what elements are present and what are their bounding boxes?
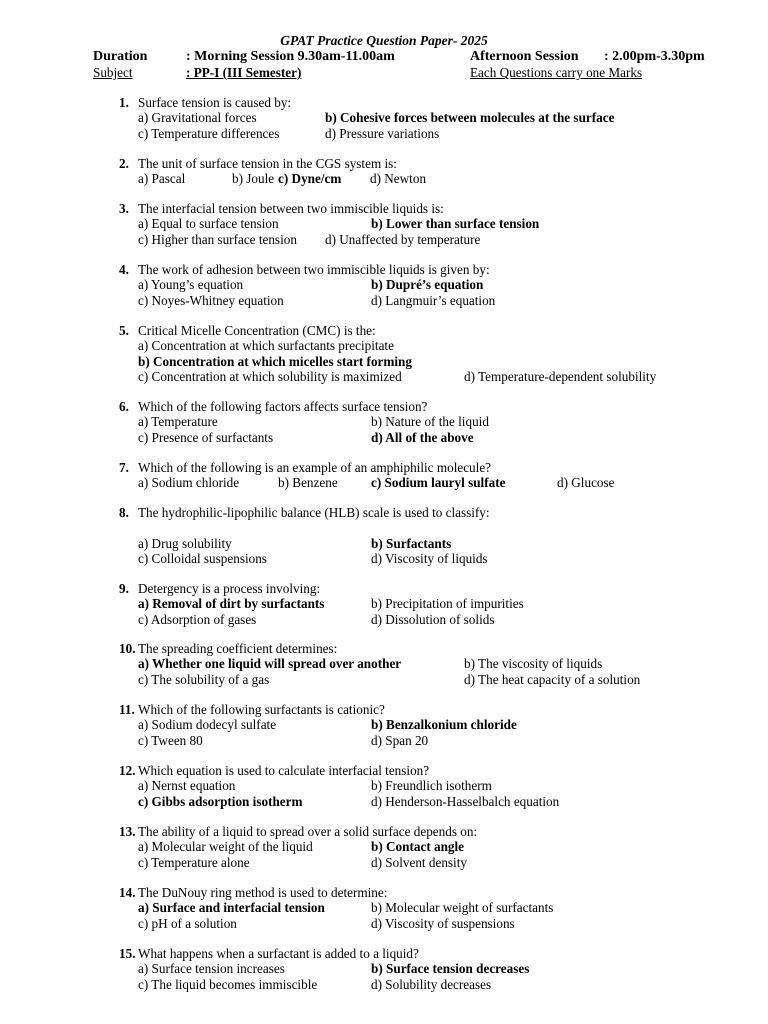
option-d: d) Pressure variations — [325, 125, 440, 141]
option-a: a) Whether one liquid will spread over another — [138, 656, 402, 672]
question-text: The spreading coefficient determines: — [138, 641, 338, 656]
option-a: a) Temperature — [138, 414, 218, 430]
option-a: a) Surface tension increases — [138, 961, 285, 977]
option-b: b) Precipitation of impurities — [371, 596, 524, 612]
question-13 — [119, 824, 719, 870]
option-a: a) Gravitational forces — [138, 110, 257, 126]
question-text: The work of adhesion between two immiscible liquids is given by: — [138, 262, 490, 277]
question-text: Critical Micelle Concentration (CMC) is the: — [138, 323, 376, 338]
question-number: 4. — [119, 262, 129, 277]
question-number: 1. — [119, 95, 129, 110]
question-text: Which of the following surfactants is cationic? — [138, 702, 385, 717]
question-11 — [119, 702, 719, 748]
option-c: c) Presence of surfactants — [138, 429, 274, 445]
question-number: 2. — [119, 156, 129, 171]
option-d: d) The heat capacity of a solution — [464, 671, 641, 687]
question-number: 5. — [119, 323, 129, 338]
option-b: b) Contact angle — [371, 839, 465, 855]
question-number: 3. — [119, 201, 129, 216]
question-number: 11. — [119, 702, 135, 717]
option-b: b) Cohesive forces between molecules at the surface — [325, 110, 615, 126]
option-c: c) The liquid becomes immiscible — [138, 976, 318, 992]
option-a: a) Surface and interfacial tension — [138, 900, 325, 916]
page-title: GPAT Practice Question Paper- 2025 — [280, 33, 488, 48]
option-a: a) Nernst equation — [138, 778, 236, 794]
question-15 — [119, 946, 719, 992]
option-b: b) Dupré’s equation — [371, 277, 484, 293]
question-text: Detergency is a process involving: — [138, 581, 321, 596]
option-c: c) Colloidal suspensions — [138, 550, 267, 566]
duration-value: : Morning Session 9.30am-11.00am — [186, 49, 395, 64]
option-d: d) Solubility decreases — [371, 976, 492, 992]
option-b: b) Benzene — [278, 475, 338, 491]
afternoon-session-value: : 2.00pm-3.30pm — [604, 49, 705, 64]
option-c: c) Tween 80 — [138, 732, 203, 748]
option-c: c) Higher than surface tension — [138, 231, 297, 247]
question-6 — [119, 399, 719, 445]
option-d: d) Temperature-dependent solubility — [464, 368, 657, 384]
option-c: c) Dyne/cm — [278, 171, 342, 187]
question-text: The unit of surface tension in the CGS system is: — [138, 156, 397, 171]
option-a: a) Pascal — [138, 171, 186, 187]
question-4 — [119, 262, 719, 308]
option-a: a) Removal of dirt by surfactants — [138, 596, 325, 612]
option-b: b) Molecular weight of surfactants — [371, 900, 554, 916]
subject-label: Subject — [93, 65, 133, 80]
question-text: Which equation is used to calculate interfacial tension? — [138, 763, 430, 778]
question-12 — [119, 763, 719, 809]
question-text: What happens when a surfactant is added to a liquid? — [138, 946, 419, 961]
question-7 — [119, 460, 719, 491]
question-number: 13. — [119, 824, 136, 839]
question-number: 6. — [119, 399, 129, 414]
question-text: The DuNouy ring method is used to determine: — [138, 885, 388, 900]
option-c: c) Concentration at which solubility is maximized — [138, 368, 402, 384]
option-a: a) Young’s equation — [138, 277, 244, 293]
question-number: 8. — [119, 505, 129, 520]
option-b: b) Benzalkonium chloride — [371, 717, 517, 733]
option-b: b) Joule — [232, 171, 275, 187]
option-b: b) Freundlich isotherm — [371, 778, 492, 794]
question-2 — [119, 156, 719, 187]
option-c: c) The solubility of a gas — [138, 671, 270, 687]
option-a: a) Drug solubility — [138, 535, 232, 551]
marks-note: Each Questions carry one Marks — [470, 65, 643, 80]
option-a: a) Molecular weight of the liquid — [138, 839, 313, 855]
question-number: 10. — [119, 641, 136, 656]
option-d: d) Dissolution of solids — [371, 611, 495, 627]
question-8 — [119, 505, 719, 566]
option-b: b) Nature of the liquid — [371, 414, 489, 430]
option-b: b) Concentration at which micelles start forming — [138, 353, 412, 369]
duration-label: Duration — [93, 49, 148, 64]
question-number: 7. — [119, 460, 129, 475]
option-d: d) Viscosity of suspensions — [371, 915, 515, 931]
option-b: b) Lower than surface tension — [371, 216, 540, 232]
question-14 — [119, 885, 719, 931]
option-c: c) Temperature differences — [138, 125, 280, 141]
question-text: Which of the following factors affects surface tension? — [138, 399, 428, 414]
option-c: c) Noyes-Whitney equation — [138, 292, 284, 308]
question-text: Which of the following is an example of an amphiphilic molecule? — [138, 460, 492, 475]
question-text: The hydrophilic-lipophilic balance (HLB) scale is used to classify: — [138, 505, 490, 520]
option-a: a) Concentration at which surfactants precipitate — [138, 338, 394, 354]
option-b: b) Surface tension decreases — [371, 961, 530, 977]
question-1 — [119, 95, 719, 141]
question-9 — [119, 581, 719, 627]
option-a: a) Sodium dodecyl sulfate — [138, 717, 277, 733]
option-c: c) Sodium lauryl sulfate — [371, 475, 506, 491]
question-3 — [119, 201, 719, 247]
subject-value: : PP-I (III Semester) — [186, 65, 302, 80]
question-10 — [119, 641, 719, 687]
question-number: 15. — [119, 946, 136, 961]
question-number: 14. — [119, 885, 136, 900]
option-a: a) Equal to surface tension — [138, 216, 279, 232]
question-text: The ability of a liquid to spread over a solid surface depends on: — [138, 824, 478, 839]
option-d: d) Unaffected by temperature — [325, 231, 481, 247]
option-c: c) Gibbs adsorption isotherm — [138, 793, 303, 809]
option-d: d) Span 20 — [371, 732, 429, 748]
option-d: d) Solvent density — [371, 854, 467, 870]
option-b: b) The viscosity of liquids — [464, 656, 603, 672]
question-5 — [119, 323, 719, 384]
option-d: d) All of the above — [371, 429, 474, 445]
afternoon-session-label: Afternoon Session — [470, 49, 579, 64]
option-d: d) Henderson-Hasselbalch equation — [371, 793, 560, 809]
option-a: a) Sodium chloride — [138, 475, 240, 491]
option-d: d) Viscosity of liquids — [371, 550, 488, 566]
option-c: c) Adsorption of gases — [138, 611, 257, 627]
question-number: 12. — [119, 763, 136, 778]
question-text: Surface tension is caused by: — [138, 95, 292, 110]
option-c: c) pH of a solution — [138, 915, 237, 931]
question-text: The interfacial tension between two immiscible liquids is: — [138, 201, 444, 216]
option-d: d) Glucose — [557, 475, 615, 491]
option-c: c) Temperature alone — [138, 854, 250, 870]
question-number: 9. — [119, 581, 129, 596]
option-d: d) Langmuir’s equation — [371, 292, 496, 308]
option-d: d) Newton — [370, 171, 427, 187]
option-b: b) Surfactants — [371, 535, 452, 551]
